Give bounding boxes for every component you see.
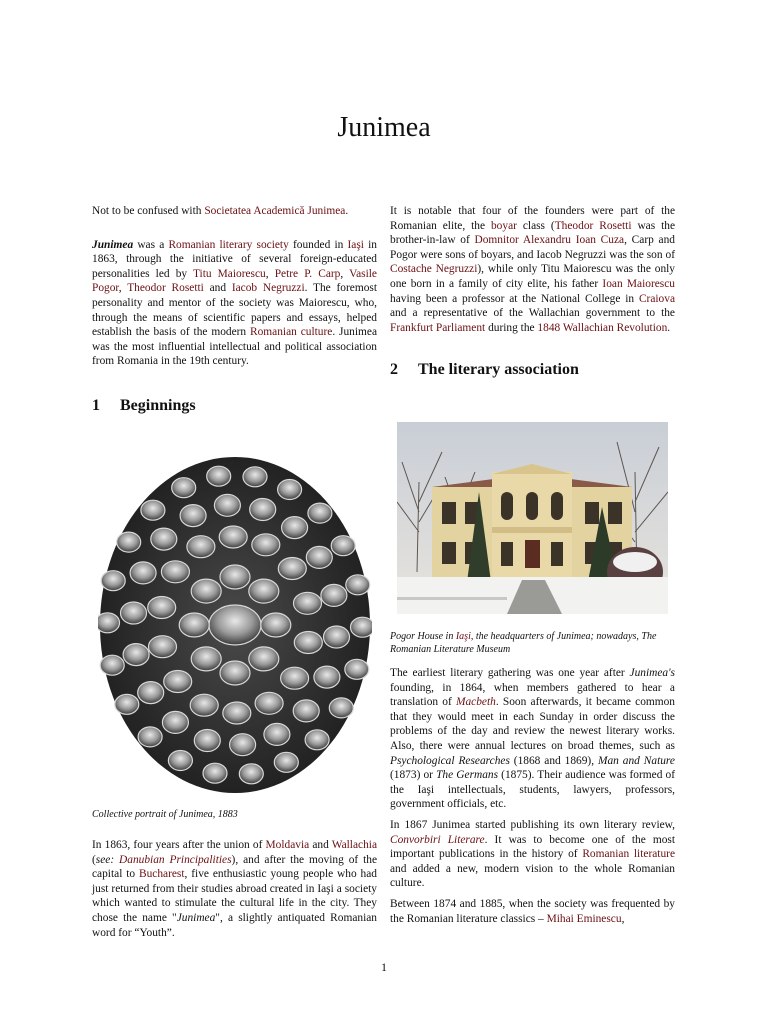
portrait-medallion: [149, 636, 177, 658]
page-title: Junimea: [337, 112, 431, 143]
link-frankfurt-parliament[interactable]: Frankfurt Parliament: [390, 321, 486, 334]
portrait-medallion: [191, 647, 221, 671]
portrait-medallion: [194, 730, 220, 752]
classics-paragraph: Between 1874 and 1885, when the society was frequented by the Romanian literature classics – Mihai Eminescu,: [390, 897, 675, 925]
link-titu-maiorescu[interactable]: Titu Maiorescu: [192, 267, 266, 280]
link-costache-negruzzi[interactable]: Costache Negruzzi: [390, 263, 478, 276]
portrait-medallion: [101, 571, 125, 591]
portrait-medallion: [305, 730, 329, 750]
right-column: [390, 204, 675, 378]
beginnings-body: [92, 838, 377, 940]
link-iasi-caption[interactable]: Iaşi: [455, 631, 471, 642]
portrait-medallion: [324, 626, 350, 648]
portrait-medallion: [230, 734, 256, 756]
hatnote-link[interactable]: Societatea Academică Junimea: [204, 205, 346, 217]
portrait-medallion: [306, 546, 332, 568]
portrait-medallion: [220, 565, 250, 589]
portrait-medallion: [141, 500, 165, 520]
portrait-medallion: [278, 480, 302, 500]
portrait-medallion: [123, 644, 149, 666]
portrait-medallion: [148, 597, 176, 619]
portrait-medallion: [179, 613, 209, 637]
portrait-medallion: [191, 579, 221, 603]
section-heading-beginnings: 1 Beginnings: [92, 396, 196, 414]
portrait-medallion: [243, 467, 267, 487]
portrait-medallion: [98, 613, 120, 633]
earliest-gathering-paragraph: The earliest literary gathering was one year after Junimea's founding, in 1864, when members gathered to hear a translation of Macbeth. Soon afterwards, it became common that they would meet in each Sunday in order discuss the problems of the day and review the newest literary works. Also, there were annual lectures on broad themes, such as Psychological Researches (1868 and 1869), Man and Nature (1873) or The Germans (1875). Their audience was formed of the Iaşi intellectuals, students, lawyers, professors, government officials, etc.: [390, 667, 675, 811]
portrait-medallion: [274, 752, 298, 772]
portrait-medallion: [321, 584, 347, 606]
link-theodor-rosetti-2[interactable]: Theodor Rosetti: [554, 219, 632, 232]
portrait-medallion: [151, 528, 177, 550]
portrait-medallion: [115, 694, 139, 714]
portrait-medallion: [239, 764, 263, 784]
portrait-medallion: [203, 763, 227, 783]
link-vasile-pogor[interactable]: Vasile Pogor: [92, 267, 377, 295]
portrait-medallion: [220, 661, 250, 685]
portrait-medallion: [172, 478, 196, 498]
pogor-house-caption: Pogor House in Iaşi, the headquarters of Junimea; nowadays, The Romanian Literature Museum: [390, 631, 657, 655]
portrait-medallion: [250, 499, 276, 521]
portrait-medallion: [249, 647, 279, 671]
link-theodor-rosetti[interactable]: Theodor Rosetti: [127, 282, 204, 295]
link-craiova[interactable]: Craiova: [638, 292, 675, 305]
portrait-medallion: [162, 711, 188, 733]
portrait-medallion: [294, 592, 322, 614]
link-macbeth[interactable]: Macbeth: [455, 696, 496, 709]
convorbiri-paragraph: In 1867 Junimea started publishing its own literary review, Convorbiri Literare. It was to become one of the most important publications in the history of Romanian literature and added a new, modern vision to the whole Romanian culture.: [390, 818, 675, 890]
portrait-medallion: [314, 666, 340, 688]
portrait-medallion: [190, 694, 218, 716]
portrait-medallion: [351, 617, 373, 637]
page-number: 1: [381, 960, 387, 974]
portrait-medallion: [219, 526, 247, 548]
portrait-medallion: [329, 698, 353, 718]
portrait-medallion: [293, 700, 319, 722]
portrait-medallion: [308, 503, 332, 523]
portrait-medallion: [278, 558, 306, 580]
link-wallachia[interactable]: Wallachia: [331, 839, 378, 851]
portrait-medallion: [281, 667, 309, 689]
portrait-medallion: [207, 466, 231, 486]
link-mihai-eminescu[interactable]: Mihai Eminescu: [546, 912, 622, 925]
portrait-medallion: [100, 655, 124, 675]
link-alexandru-ioan-cuza[interactable]: Domnitor Alexandru Ioan Cuza: [474, 234, 625, 247]
link-ioan-maiorescu[interactable]: Ioan Maiorescu: [602, 277, 675, 290]
portrait-medallion: [264, 723, 290, 745]
literary-association-body: [390, 666, 675, 926]
pogor-house-image: [397, 422, 668, 614]
section-heading-literary-association: 2 The literary association: [390, 361, 579, 379]
portrait-medallion: [346, 575, 370, 595]
portrait-medallion: [345, 659, 369, 679]
portrait-medallion: [214, 494, 240, 516]
founders-paragraph: It is notable that four of the founders were part of the Romanian elite, the boyar class (Theodor Rosetti was the brother-in-law of Domnitor Alexandru Ioan Cuza, Carp and Pogor were sons of boyars, and Iacob Negruzzi was the son of Costache Negruzzi), while only Titu Maiorescu was the only one born in a family of city elite, his father Ioan Maiorescu having been a professor at the National College in Craiova and a representative of the Wallachian government to the Frankfurt Parliament during the 1848 Wallachian Revolution.: [390, 205, 676, 334]
link-boyar[interactable]: boyar: [490, 219, 517, 232]
portrait-medallion: [138, 727, 162, 747]
link-iacob-negruzzi[interactable]: Iacob Negruzzi: [231, 282, 305, 295]
portrait-medallion: [255, 692, 283, 714]
intro-paragraph: Junimea was a Romanian literary society founded in Iaşi in 1863, through the initiative of several foreign-educated personalities led by Titu Maiorescu, Petre P. Carp, Vasile Pogor, Theodor Rosetti and Iacob Negruzzi. The foremost personality and mentor of the society was Maiorescu, who, through the means of scientific papers and essays, helped establish the basis of the modern Romanian culture. Junimea was the most influential intellectual and political association from Romania in the 19th century.: [92, 238, 378, 368]
collective-portrait-image: [98, 455, 372, 795]
portrait-medallion: [130, 562, 156, 584]
portrait-medallion: [187, 536, 215, 558]
portrait-medallion: [261, 613, 291, 637]
link-romanian-literary-society[interactable]: Romanian literary society: [168, 238, 289, 251]
link-danubian-principalities[interactable]: Danubian Principalities: [119, 853, 232, 866]
portrait-medallion: [180, 505, 206, 527]
link-moldavia[interactable]: Moldavia: [265, 839, 310, 851]
link-1848-wallachian-revolution[interactable]: 1848 Wallachian Revolution: [537, 321, 668, 334]
portrait-medallion: [168, 751, 192, 771]
portrait-medallion: [121, 602, 147, 624]
left-column: [92, 204, 377, 414]
link-iasi[interactable]: Iaşi: [347, 238, 364, 251]
link-romanian-culture[interactable]: Romanian culture: [250, 326, 333, 339]
portrait-medallion: [294, 632, 322, 654]
portrait-medallion: [223, 702, 251, 724]
link-bucharest[interactable]: Bucharest: [138, 868, 185, 881]
portrait-medallion: [331, 536, 355, 556]
link-convorbiri-literare[interactable]: Convorbiri Literare: [390, 833, 485, 846]
hatnote: Not to be confused with Societatea Academică Junimea.: [92, 205, 349, 217]
link-romanian-literature[interactable]: Romanian literature: [582, 848, 675, 861]
portrait-medallion: [209, 605, 261, 645]
portrait-medallion: [282, 517, 308, 539]
portrait-caption: Collective portrait of Junimea, 1883: [92, 809, 238, 820]
link-petre-carp[interactable]: Petre P. Carp: [274, 267, 341, 280]
portrait-medallion: [164, 671, 192, 693]
portrait-medallion: [249, 579, 279, 603]
portrait-medallion: [161, 561, 189, 583]
portrait-medallion: [117, 532, 141, 552]
portrait-medallion: [252, 534, 280, 556]
portrait-medallion: [138, 682, 164, 704]
beginnings-paragraph: In 1863, four years after the union of Moldavia and Wallachia (see: Danubian Principalities), and after the moving of the capital to Bucharest, five enthusiastic young people who had just returned from their studies abroad created in Iaşi a society which wanted to stimulate the cultural life in the city. They chose the name "Junimea", a slightly antiquated Romanian word for “Youth”.: [92, 839, 378, 939]
